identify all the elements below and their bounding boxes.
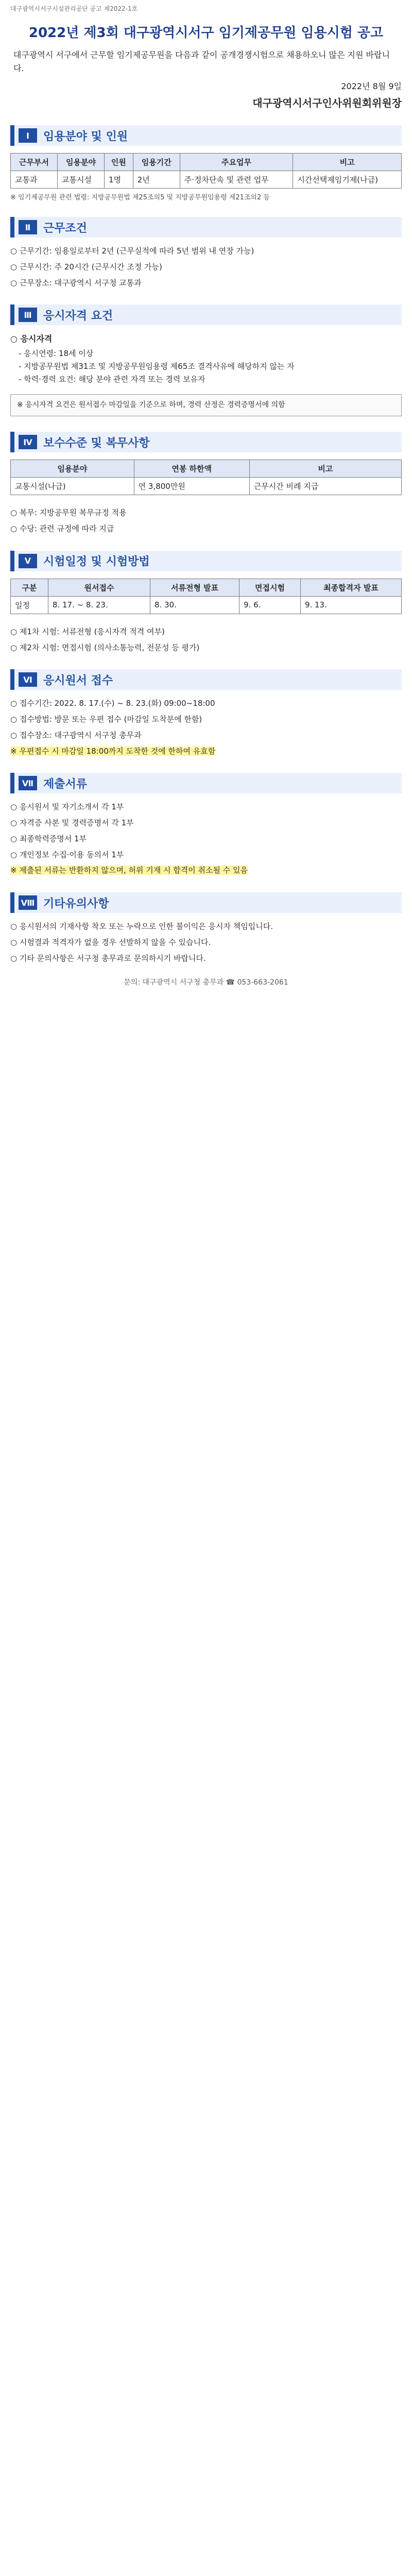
section-eligibility <box>10 304 402 416</box>
section-title: 임용분야 및 인원 <box>43 130 128 143</box>
table-cell: 교통과 <box>11 171 58 189</box>
table-cell: 근무시간 비례 지급 <box>249 478 401 495</box>
list-item: ○ 근무시간: 주 20시간 (근무시간 조정 가능) <box>10 262 162 272</box>
list-item: - 지방공무원법 제31조 및 지방공무원임용령 제65조 결격사유에 해당하지 않는 자 <box>19 362 295 371</box>
table-note: ※ 임기제공무원 관련 법령: 지방공무원법 제25조의5 및 지방공무원임용령 제21조의2 등 <box>10 194 270 202</box>
section-positions <box>10 125 402 201</box>
list-item: ○ 자격증 사본 및 경력증명서 각 1부 <box>10 818 134 828</box>
section-title: 기타유의사항 <box>43 897 109 910</box>
table-row <box>11 478 402 495</box>
col-header: 서류전형 발표 <box>150 579 239 596</box>
section-header <box>10 669 402 690</box>
list-item: - 응시연령: 18세 이상 <box>19 349 94 359</box>
highlighted-notice: ※ 제출된 서류는 반환하지 않으며, 허위 기재 시 합격이 취소될 수 있음 <box>10 866 248 875</box>
section-conditions <box>10 217 402 289</box>
list-item: ○ 접수기간: 2022. 8. 17.(수) ~ 8. 23.(화) 09:00~18:00 <box>10 699 215 708</box>
list-item: ○ 제2차 시험: 면접시험 (의사소통능력, 전문성 등 평가) <box>10 642 200 652</box>
subheading: ○ 응시자격 <box>10 334 53 344</box>
table-cell: 교통시설 <box>57 171 104 189</box>
list-item: ○ 최종학력증명서 1부 <box>10 834 87 843</box>
table-cell: 8. 30. <box>150 596 239 614</box>
highlighted-notice: ※ 우편접수 시 마감일 18:00까지 도착한 것에 한하여 유효함 <box>10 746 216 756</box>
document-number: 대구광역시서구시설관리공단 공고 제2022-1호 <box>10 5 138 12</box>
list-item: ○ 개인정보 수집·이용 동의서 1부 <box>10 850 124 859</box>
col-header: 주요업무 <box>180 154 293 171</box>
table-cell: 9. 6. <box>239 596 301 614</box>
col-header: 임용분야 <box>57 154 104 171</box>
col-header: 임용기간 <box>133 154 180 171</box>
table-cell: 교통시설(나급) <box>11 478 134 495</box>
col-header: 원서접수 <box>48 579 150 596</box>
section-schedule <box>10 551 402 654</box>
section-title: 보수수준 및 복무사항 <box>43 436 150 450</box>
list-item: ○ 접수방법: 방문 또는 우편 접수 (마감일 도착분에 한함) <box>10 715 202 724</box>
section-header <box>10 217 402 238</box>
section-number: Ⅴ <box>19 554 37 568</box>
table-row <box>11 596 402 614</box>
schedule-table <box>10 579 402 614</box>
table-cell: 연 3,800만원 <box>134 478 249 495</box>
section-title: 응시원서 접수 <box>43 674 113 687</box>
table-cell: 2년 <box>133 171 180 189</box>
section-number: Ⅲ <box>19 308 37 322</box>
col-header: 임용분야 <box>11 460 134 478</box>
section-number: Ⅰ <box>19 128 37 143</box>
table-cell: 1명 <box>104 171 133 189</box>
section-header <box>10 551 402 571</box>
section-number: Ⅵ <box>19 672 37 687</box>
table-cell: 주·정차단속 및 관련 업무 <box>180 171 293 189</box>
section-header <box>10 432 402 452</box>
section-title: 제출서류 <box>43 777 88 791</box>
list-item: ○ 기타 문의사항은 서구청 총무과로 문의하시기 바랍니다. <box>10 953 206 963</box>
section-header <box>10 304 402 325</box>
table-cell: 9. 13. <box>300 596 401 614</box>
col-header: 연봉 하한액 <box>134 460 249 478</box>
section-number: Ⅷ <box>19 895 37 910</box>
page-title: 2022년 제3회 대구광역시서구 임기제공무원 임용시험 공고 <box>28 25 384 41</box>
section-header <box>10 892 402 913</box>
document-page <box>10 0 402 987</box>
section-title: 근무조건 <box>43 222 88 235</box>
col-header: 비고 <box>249 460 401 478</box>
section-documents <box>10 773 402 877</box>
list-item: ○ 근무장소: 대구광역시 서구청 교통과 <box>10 278 142 287</box>
list-item: ○ 수당: 관련 규정에 따라 지급 <box>10 524 114 534</box>
table-cell: 일정 <box>11 596 48 614</box>
announcement-date: 2022년 8월 9일 <box>341 81 402 92</box>
list-item: ○ 근무기간: 임용일로부터 2년 (근무실적에 따라 5년 범위 내 연장 가능) <box>10 246 254 256</box>
positions-table <box>10 153 402 189</box>
intro-text: 대구광역시 서구에서 근무할 임기제공무원을 다음과 같이 공개경쟁시험으로 채용하오니 많은 지원 바랍니다. <box>13 50 390 73</box>
list-item: ○ 시험결과 적격자가 없을 경우 선발하지 않을 수 있습니다. <box>10 937 211 947</box>
list-item: ○ 제1차 시험: 서류전형 (응시자격 적격 여부) <box>10 626 165 636</box>
list-item: ○ 복무: 지방공무원 복무규정 적용 <box>10 508 127 518</box>
section-number: Ⅱ <box>19 220 37 234</box>
col-header: 구분 <box>11 579 48 596</box>
list-item: ○ 응시원서 및 자기소개서 각 1부 <box>10 802 124 812</box>
table-cell: 시간선택제임기제(나급) <box>293 171 402 189</box>
section-salary <box>10 432 402 535</box>
col-header: 근무부서 <box>11 154 58 171</box>
table-row <box>11 171 402 189</box>
list-item: - 학력·경력 요건: 해당 분야 관련 자격 또는 경력 보유자 <box>19 374 205 384</box>
section-number: Ⅶ <box>19 776 37 790</box>
table-cell: 8. 17. ~ 8. 23. <box>48 596 150 614</box>
list-item: ○ 접수장소: 대구광역시 서구청 총무과 <box>10 730 142 740</box>
section-title: 응시자격 요건 <box>43 309 113 323</box>
col-header: 최종합격자 발표 <box>300 579 401 596</box>
col-header: 비고 <box>293 154 402 171</box>
col-header: 면접시험 <box>239 579 301 596</box>
salary-table <box>10 460 402 495</box>
section-number: Ⅳ <box>19 435 37 449</box>
notice-box: ※ 응시자격 요건은 원서접수 마감일을 기준으로 하며, 경력 산정은 경력증명서에 의함 <box>10 394 402 417</box>
section-title: 시험일정 및 시험방법 <box>43 555 150 569</box>
col-header: 인원 <box>104 154 133 171</box>
section-header <box>10 125 402 146</box>
section-other-notes <box>10 892 402 987</box>
issuer-name: 대구광역시서구인사위원회위원장 <box>252 97 402 110</box>
section-application <box>10 669 402 757</box>
list-item: ○ 응시원서의 기재사항 착오 또는 누락으로 인한 불이익은 응시자 책임입니다. <box>10 922 273 931</box>
contact-info: 문의: 대구광역시 서구청 총무과 ☎ 053-663-2061 <box>124 978 288 987</box>
section-header <box>10 773 402 793</box>
